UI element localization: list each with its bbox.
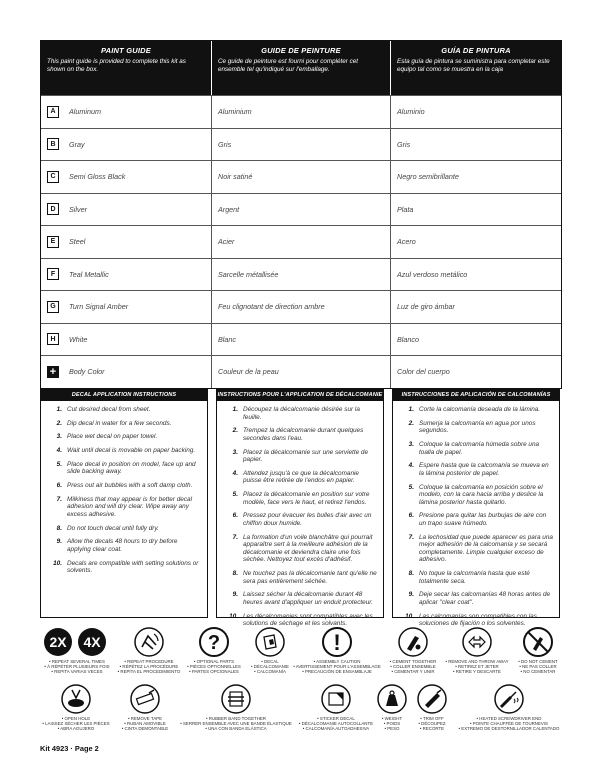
paint-guide-header: [41, 41, 561, 95]
rubber-band-icon: [221, 684, 251, 714]
instruction-step: [51, 406, 201, 414]
instruction-step: [403, 512, 553, 527]
step-text: Espere hasta que la calcomanía se mueva en la lámina posterior de papel.: [419, 462, 549, 477]
symbol-caption: • DO NOT CEMENT • NE PAS COLLER • NO CEMENTAR: [518, 659, 558, 674]
paint-guide-row: [41, 95, 561, 128]
step-text: Placez la décalcomanie en position sur votre modèle, face vers le haut, et retirez l'endos.: [243, 491, 370, 506]
open-hole-icon: [60, 684, 92, 714]
step-number: 2.: [56, 419, 62, 427]
assembly-caution-icon: [322, 627, 352, 657]
symbol-caption: • TRIM OFF • DÉCOUPEZ • RECORTE: [418, 716, 446, 731]
symbol-decal: [246, 627, 294, 674]
step-text: Presione para quitar las burbujas de aire con un trapo suave húmedo.: [419, 512, 547, 527]
repeat-4x-label: 4X: [83, 634, 101, 650]
step-text: No toque la calcomanía hasta que esté totalmente seca.: [419, 570, 530, 585]
step-text: Las calcomanías son compatibles con las soluciones de fijación o los solventes.: [419, 612, 537, 628]
decal-instructions-fr: [216, 389, 384, 628]
decal-instructions-es: [392, 389, 560, 628]
sticker-decal-icon: [321, 684, 351, 714]
step-number: 10.: [405, 612, 414, 620]
symbol-caption: • REPEAT SEVERAL TIMES • À RÉPÉTER PLUSIEURS FOIS • REPITA VARIAS VECES: [44, 659, 110, 674]
paint-name-en: Aluminum: [69, 107, 101, 117]
step-text: Place decal in position on model, face up and slide backing away.: [67, 460, 196, 476]
instruction-step: [51, 420, 201, 428]
paint-code-badge: H: [47, 333, 59, 345]
symbol-caption: • REPEAT PROCEDURE • RÉPÉTEZ LA PROCÉDURE • REPITA EL PROCEDIMIENTO: [117, 659, 181, 674]
symbol-caption: • HEATED SCREWDRIVER END • POINTE CHAUFFÉE DE TOURNEVIS • EXTREMO DE DESTORNILLADOR CALENTADO: [458, 716, 560, 731]
paint-code-badge: E: [47, 236, 59, 248]
instruction-step: [51, 482, 201, 490]
step-text: Corte la calcomanía deseada de la lámina.: [419, 406, 541, 413]
step-text: Laissez sécher la décalcomanie durant 48 heures avant d'appliquer un enduit protecteur.: [243, 591, 373, 607]
paint-cell-en: [41, 96, 212, 128]
instruction-step: [51, 433, 201, 441]
paint-guide-table: [40, 40, 562, 389]
step-number: 6.: [56, 482, 62, 490]
symbol-caption: • DECAL • DÉCALCOMANIE • CALCOMANÍA: [251, 659, 289, 674]
step-number: 4.: [56, 447, 62, 455]
symbol-caption: • OPEN HOLE • LAISSEZ SÉCHER LES PIÈCES • ABRA AGUJERO: [42, 716, 110, 731]
paint-guide-row: [41, 193, 561, 226]
paint-cell-es: [391, 324, 561, 356]
step-text: Cut desired decal from sheet.: [67, 406, 151, 413]
paint-guide-row: [41, 323, 561, 356]
symbol-assembly-caution: [292, 627, 382, 674]
paint-name-en: White: [69, 334, 88, 344]
symbol-weight: [376, 684, 408, 731]
paint-cell-es: [391, 356, 561, 388]
paint-guide-row: [41, 225, 561, 258]
paint-cell-en: [41, 161, 212, 193]
step-number: 5.: [232, 491, 238, 499]
paint-cell-es: [391, 161, 561, 193]
decal-instructions-es-list: [393, 401, 559, 628]
paint-cell-fr: [212, 226, 391, 258]
step-text: Wait until decal is movable on paper backing.: [67, 447, 196, 455]
paint-name-es: Luz de giro ámbar: [397, 302, 455, 312]
symbol-caption: • RUBBER BAND TOGETHER • SERRER ENSEMBLE AVEC UNE BANDE ÉLASTIQUE • UNA CON BANDA ELÁSTICA: [180, 716, 292, 731]
paint-guide-row: [41, 290, 561, 323]
paint-cell-fr: [212, 291, 391, 323]
step-text: Coloque la calcomanía húmeda sobre una toalla de papel.: [419, 440, 540, 456]
step-text: La formation d'un voile blanchâtre qui pourrait apparaître sert à la meilleure adhésion de la décalcomanie et deviendra claire une fois séchée. Nettoyez tout excès d'adhésif.: [243, 533, 373, 564]
step-number: 7.: [56, 495, 62, 503]
instruction-step: [227, 591, 377, 606]
step-text: Do not touch decal until fully dry.: [67, 524, 159, 532]
paint-cell-es: [391, 226, 561, 258]
step-number: 9.: [56, 538, 62, 546]
paint-name-fr: Sarcelle métallisée: [218, 269, 279, 279]
symbol-rubber-band-together: [176, 684, 296, 731]
instruction-step: [227, 534, 377, 564]
symbol-caption: • ASSEMBLY CAUTION • AVERTISSEMENT POUR L'ASSEMBLAGE • PRECAUCIÓN DE ENSAMBLAJE: [293, 659, 381, 674]
step-text: Dip decal in water for a few seconds.: [67, 419, 172, 427]
step-number: 1.: [56, 406, 62, 413]
paint-name-es: Acero: [397, 237, 416, 247]
symbol-do-not-cement: [512, 627, 564, 674]
paint-name-es: Azul verdoso metálico: [397, 269, 468, 279]
paint-guide-row: [41, 355, 561, 388]
instruction-step: [51, 496, 201, 519]
step-number: 4.: [232, 469, 238, 477]
symbol-caption: • REMOVE TAPE • RUBAN AMOVIBLE • CINTA DEMONTABLE: [121, 716, 169, 731]
decal-instructions-fr-list: [217, 401, 383, 628]
paint-code-badge: C: [47, 171, 59, 183]
decal-instructions-en-list: [41, 401, 207, 575]
paint-code-badge: F: [47, 268, 59, 280]
paint-name-fr: Feu clignotant de direction ambre: [218, 302, 325, 312]
step-text: Milkiness that may appear is for better decal adhesion and will dry clear. Wipe away any excess adhesive.: [67, 495, 193, 518]
paint-name-en: Semi Gloss Black: [69, 172, 126, 182]
instruction-step: [227, 613, 377, 628]
paint-name-en: Teal Metallic: [69, 269, 109, 279]
trim-off-icon: [417, 684, 447, 714]
step-text: Coloque la calcomanía en posición sobre el modelo, con la cara hacia arriba y deslice la lámina posterior hasta quitarlo.: [419, 483, 544, 506]
paint-code-badge: B: [47, 138, 59, 150]
symbol-sticker-decal: [296, 684, 376, 731]
optional-parts-icon: [199, 627, 229, 657]
paint-cell-en: [41, 291, 212, 323]
step-number: 1.: [408, 406, 414, 413]
paint-name-fr: Acier: [218, 237, 235, 247]
step-text: Ne touchez pas la décalcomanie tant qu'elle ne sera pas entièrement séchée.: [243, 570, 377, 585]
paint-name-en: Steel: [69, 237, 86, 247]
paint-code-badge: D: [47, 203, 59, 215]
paint-name-es: Blanco: [397, 334, 419, 344]
instruction-step: [51, 525, 201, 533]
step-number: 5.: [408, 483, 414, 491]
step-text: Deje secar las calcomanías 48 horas antes de aplicar "clear coat".: [419, 591, 551, 607]
paint-name-fr: Aluminium: [218, 107, 252, 117]
step-number: 7.: [408, 533, 414, 541]
instruction-step: [227, 406, 377, 421]
instruction-step: [51, 538, 201, 553]
paint-cell-en: [41, 226, 212, 258]
paint-name-es: Negro semibrillante: [397, 172, 459, 182]
instruction-step: [227, 491, 377, 506]
step-number: 6.: [408, 512, 414, 520]
paint-guide-header-en: PAINT GUIDE This paint guide is provided to complete this kit as shown on the box.: [41, 41, 212, 95]
paint-code-badge: +: [47, 366, 59, 378]
step-number: 4.: [408, 462, 414, 470]
symbol-trim-off: [410, 684, 454, 731]
instruction-step: [403, 484, 553, 507]
paint-name-fr: Blanc: [218, 334, 236, 344]
step-text: Pressez pour évacuer les bulles d'air avec un chiffon doux humide.: [243, 512, 372, 527]
symbol-heated-screwdriver-end: [454, 684, 564, 731]
paint-guide-row: [41, 128, 561, 161]
paint-guide-header-fr: GUIDE DE PEINTURE Ce guide de peinture est fourni pour compléter cet ensemble tel qu'indiqué sur l'emballage.: [212, 41, 391, 95]
step-number: 2.: [232, 427, 238, 435]
symbol-caption: • OPTIONAL PARTS • PIÈCES OPTIONNELLES • PARTES OPCIONALES: [187, 659, 241, 674]
step-text: Allow the decals 48 hours to dry before applying clear coat.: [67, 538, 178, 553]
step-text: Placez la décalcomanie sur une serviette de papier.: [243, 448, 369, 464]
step-text: Decals are compatible with setting solutions or solvents.: [67, 559, 199, 575]
heated-screwdriver-icon: [494, 684, 524, 714]
symbol-repeat-several-times: [40, 627, 114, 674]
paint-cell-en: [41, 129, 212, 161]
step-number: 3.: [408, 440, 414, 448]
paint-cell-en: [41, 356, 212, 388]
step-text: Attendez jusqu'à ce que la décalcomanie puisse être retirée de l'endos en papier.: [243, 469, 359, 485]
paint-name-fr: Couleur de la peau: [218, 367, 279, 377]
remove-tape-icon: [130, 684, 160, 714]
step-number: 8.: [232, 570, 238, 578]
paint-guide-row: [41, 160, 561, 193]
paint-cell-fr: [212, 356, 391, 388]
instruction-step: [227, 427, 377, 442]
instruction-step: [403, 406, 553, 414]
paint-cell-fr: [212, 129, 391, 161]
repeat-2x-label: 2X: [49, 634, 67, 650]
instruction-step: [51, 461, 201, 476]
symbol-caption: • REMOVE AND THROW AWAY • RETIREZ ET JETER • RETIRE Y DESCARTE: [445, 659, 509, 674]
paint-code-badge: A: [47, 106, 59, 118]
symbol-repeat-procedure: [117, 627, 181, 674]
paint-cell-fr: [212, 194, 391, 226]
paint-cell-es: [391, 291, 561, 323]
cement-together-icon: [398, 627, 428, 657]
paint-cell-fr: [212, 324, 391, 356]
instruction-step: [403, 591, 553, 606]
decal-icon: [255, 627, 285, 657]
step-number: 2.: [408, 419, 414, 427]
instruction-step: [403, 570, 553, 585]
optional-parts-glyph: ?: [207, 632, 221, 654]
instruction-step: [227, 470, 377, 485]
assembly-caution-glyph: !: [333, 630, 341, 655]
instruction-step: [51, 560, 201, 575]
step-number: 10.: [53, 559, 62, 567]
remove-and-throw-away-icon: [462, 627, 492, 657]
step-number: 5.: [56, 460, 62, 468]
symbol-caption: • WEIGHT • POIDS • PESO: [381, 716, 403, 731]
step-text: Place wet decal on paper towel.: [67, 433, 158, 441]
symbol-open-hole: [40, 684, 112, 731]
page-footer: Kit 4923 · Page 2: [40, 744, 99, 753]
step-number: 3.: [232, 448, 238, 456]
step-text: Les décalcomanies sont compatibles avec les solutions de séchage et les solvants.: [243, 612, 373, 628]
step-text: Découpez la décalcomanie désirée sur la feuille.: [243, 406, 360, 421]
paint-name-en: Silver: [69, 204, 87, 214]
weight-icon: [377, 684, 407, 714]
decal-instructions-en-title: DECAL APPLICATION INSTRUCTIONS: [41, 390, 207, 401]
paint-name-es: Color del cuerpo: [397, 367, 450, 377]
instruction-step: [227, 570, 377, 585]
step-text: Sumerja la calcomanía en agua por unos segundos.: [419, 419, 536, 435]
symbol-caption: • STICKER DECAL • DÉCALCOMANIE AUTOCOLLANTE • CALCOMANÍA AUTOADHESIVA: [298, 716, 374, 731]
step-number: 10.: [229, 612, 238, 620]
instruction-step: [227, 512, 377, 527]
paint-name-en: Turn Signal Amber: [69, 302, 129, 312]
repeat-2x-4x-icon: [42, 627, 112, 657]
paint-guide-row: [41, 258, 561, 291]
step-number: 3.: [56, 433, 62, 441]
paint-name-fr: Noir satiné: [218, 172, 253, 182]
paint-code-badge: G: [47, 301, 59, 313]
step-number: 6.: [232, 512, 238, 520]
paint-name-fr: Gris: [218, 139, 232, 149]
symbol-remove-and-throw-away: [442, 627, 512, 674]
repeat-procedure-icon: [134, 627, 164, 657]
paint-cell-fr: [212, 259, 391, 291]
symbol-caption: • CEMENT TOGETHER • COLLER ENSEMBLE • CEMENTAR Y UNIR: [389, 659, 437, 674]
step-text: Trempez la décalcomanie durant quelques secondes dans l'eau.: [243, 427, 364, 442]
paint-cell-fr: [212, 161, 391, 193]
step-number: 9.: [408, 591, 414, 599]
symbol-optional-parts: [183, 627, 245, 674]
instruction-step: [403, 613, 553, 628]
step-text: La lechosidad que puede aparecer es para una mejor adhesión de la calcomanía y se secará completamente. Limpie cualquier exceso de adhesivo.: [419, 533, 553, 564]
paint-cell-es: [391, 259, 561, 291]
do-not-cement-icon: [523, 627, 553, 657]
instruction-step: [51, 447, 201, 455]
symbol-remove-tape: [114, 684, 176, 731]
step-number: 8.: [56, 524, 62, 532]
paint-cell-es: [391, 129, 561, 161]
step-number: 8.: [408, 570, 414, 578]
paint-name-es: Plata: [397, 204, 414, 214]
step-number: 1.: [232, 406, 238, 413]
instruction-step: [403, 420, 553, 435]
paint-cell-en: [41, 259, 212, 291]
paint-cell-fr: [212, 96, 391, 128]
step-number: 9.: [232, 591, 238, 599]
step-text: Press out air bubbles with a soft damp cloth.: [67, 482, 193, 490]
paint-name-en: Body Color: [69, 367, 105, 377]
instruction-step: [403, 534, 553, 564]
paint-cell-es: [391, 194, 561, 226]
paint-guide-header-es: GUÍA DE PINTURA Esta guía de pintura se suministra para completar este equipo tal como se muestra en la caja: [397, 46, 550, 73]
step-number: 7.: [232, 533, 238, 541]
instruction-step: [403, 462, 553, 477]
paint-cell-es: [391, 96, 561, 128]
decal-instructions-fr-title: INSTRUCTIONS POUR L'APPLICATION DE DÉCALCOMANIE: [217, 390, 383, 401]
paint-name-es: Aluminio: [397, 107, 425, 117]
paint-guide-rows: [41, 95, 561, 388]
paint-name-fr: Argent: [218, 204, 240, 214]
decal-instructions-en: [40, 389, 208, 618]
paint-cell-en: [41, 194, 212, 226]
instruction-step: [227, 449, 377, 464]
paint-cell-en: [41, 324, 212, 356]
instruction-step: [403, 441, 553, 456]
paint-name-es: Gris: [397, 139, 411, 149]
paint-name-en: Gray: [69, 139, 85, 149]
decal-instructions-es-title: INSTRUCCIONES DE APLICACIÓN DE CALCOMANÍAS: [393, 390, 559, 401]
symbol-cement-together: [384, 627, 442, 674]
